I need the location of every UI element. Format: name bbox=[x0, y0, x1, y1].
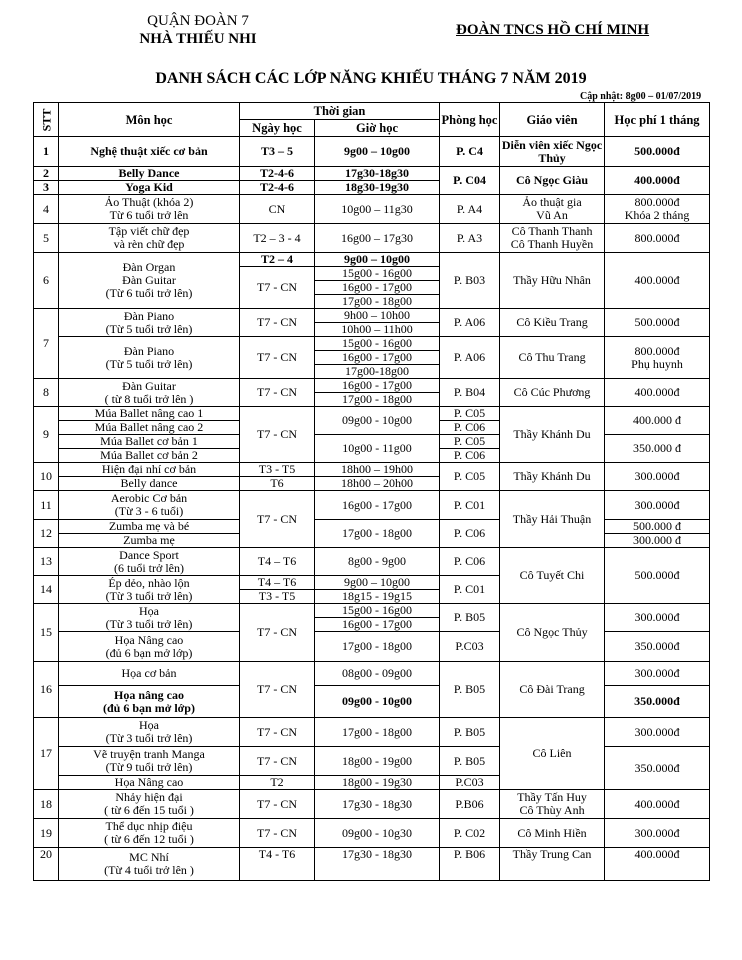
subject-line: (Từ 4 tuổi trở lên ) bbox=[104, 863, 194, 877]
teacher-cell: Thầy Hải Thuận bbox=[500, 491, 605, 548]
day-cell: CN bbox=[240, 195, 315, 224]
subject-line: Đàn Organ bbox=[122, 260, 176, 274]
col-room: Phòng học bbox=[440, 103, 500, 137]
subject-line: (Từ 3 tuổi trở lên) bbox=[105, 731, 193, 745]
stt-cell: 4 bbox=[34, 195, 59, 224]
col-stt: STT bbox=[34, 103, 59, 137]
room-cell: P. B03 bbox=[440, 253, 500, 309]
teacher-cell bbox=[500, 224, 605, 253]
hour-cell: 17g00 - 18g00 bbox=[315, 718, 440, 747]
table-row bbox=[34, 747, 710, 776]
table-row bbox=[34, 718, 710, 747]
fee-line: Khóa 2 tháng bbox=[624, 208, 690, 222]
teacher-cell: Cô Đài Trang bbox=[500, 662, 605, 718]
room-cell: P. C06 bbox=[440, 421, 500, 435]
fee-cell: 300.000đ bbox=[605, 718, 710, 747]
subject-cell bbox=[59, 195, 240, 224]
hour-cell: 18h00 – 20h00 bbox=[315, 477, 440, 491]
fee-line: Phụ huynh bbox=[631, 356, 683, 371]
subject-cell bbox=[59, 632, 240, 662]
subject-cell: Hiện đại nhí cơ bản bbox=[59, 463, 240, 477]
room-cell: P. B06 bbox=[440, 848, 500, 881]
subject-cell bbox=[59, 379, 240, 407]
table-row bbox=[34, 195, 710, 224]
hour-cell: 17g30 - 18g30 bbox=[315, 790, 440, 819]
subject-cell: Yoga Kid bbox=[59, 181, 240, 195]
children-house: NHÀ THIẾU NHI bbox=[139, 31, 257, 47]
fee-cell bbox=[605, 195, 710, 224]
table-row bbox=[34, 407, 710, 421]
teacher-cell: Cô Cúc Phương bbox=[500, 379, 605, 407]
stt-cell: 1 bbox=[34, 137, 59, 167]
subject-line: ( từ 6 đến 12 tuổi ) bbox=[104, 832, 194, 846]
room-cell: P. B05 bbox=[440, 662, 500, 718]
subject-cell: Múa Ballet cơ bản 1 bbox=[59, 435, 240, 449]
hour-cell: 9g00 – 10g00 bbox=[315, 137, 440, 167]
subject-cell bbox=[59, 548, 240, 576]
day-cell: T7 - CN bbox=[240, 790, 315, 819]
day-cell: T4 – T6 bbox=[240, 576, 315, 590]
subject-cell bbox=[59, 848, 240, 881]
room-cell: P. B05 bbox=[440, 718, 500, 747]
day-cell: T7 - CN bbox=[240, 379, 315, 407]
table-row bbox=[34, 790, 710, 819]
room-cell: P. A06 bbox=[440, 337, 500, 379]
subject-line: Thể dục nhịp điệu bbox=[105, 819, 193, 833]
stt-cell: 8 bbox=[34, 379, 59, 407]
day-cell: T7 - CN bbox=[240, 309, 315, 337]
day-cell: T2 – 3 - 4 bbox=[240, 224, 315, 253]
stt-cell: 15 bbox=[34, 604, 59, 662]
stt-cell: 17 bbox=[34, 718, 59, 790]
fee-cell: 350.000đ bbox=[605, 747, 710, 790]
subject-line: Đàn Piano bbox=[123, 308, 175, 323]
table-row bbox=[34, 819, 710, 848]
teacher-cell: Thầy Hữu Nhân bbox=[500, 253, 605, 309]
col-hour: Giờ học bbox=[315, 120, 440, 137]
day-cell: T2 bbox=[240, 776, 315, 790]
hour-cell: 16g00 – 17g30 bbox=[315, 224, 440, 253]
subject-line: (6 tuổi trở lên) bbox=[114, 560, 184, 575]
table-row bbox=[34, 463, 710, 477]
subject-line: Aerobic Cơ bản bbox=[110, 491, 188, 505]
room-cell: P. C06 bbox=[440, 548, 500, 576]
col-time: Thời gian bbox=[240, 103, 440, 120]
subject-cell bbox=[59, 718, 240, 747]
day-cell: T7 - CN bbox=[240, 407, 315, 463]
hour-cell: 15g00 - 16g00 bbox=[315, 267, 440, 281]
table-row bbox=[34, 379, 710, 393]
teacher-line: Cô Thanh Thanh bbox=[511, 224, 593, 238]
fee-cell: 350.000đ bbox=[605, 632, 710, 662]
org-left bbox=[118, 12, 278, 48]
day-cell: T2 – 4 bbox=[240, 253, 315, 267]
subject-line: (Từ 3 tuổi trở lên) bbox=[105, 588, 193, 603]
table-row bbox=[34, 686, 710, 718]
room-cell: P. C04 bbox=[440, 167, 500, 195]
hour-cell: 17g00 - 18g00 bbox=[315, 632, 440, 662]
stt-cell: 12 bbox=[34, 520, 59, 548]
subject-cell: Họa cơ bản bbox=[59, 662, 240, 686]
stt-cell: 18 bbox=[34, 790, 59, 819]
stt-cell: 16 bbox=[34, 662, 59, 718]
fee-cell: 350.000 đ bbox=[605, 435, 710, 463]
subject-cell: Múa Ballet cơ bản 2 bbox=[59, 449, 240, 463]
stt-cell: 10 bbox=[34, 463, 59, 491]
table-row bbox=[34, 604, 710, 618]
stt-cell: 5 bbox=[34, 224, 59, 253]
day-cell: T2-4-6 bbox=[240, 167, 315, 181]
subject-line: Nhảy hiện đại bbox=[115, 790, 183, 804]
table-row bbox=[34, 632, 710, 647]
subject-line: (Từ 3 - 6 tuổi) bbox=[114, 504, 184, 518]
fee-cell: 300.000đ bbox=[605, 463, 710, 491]
table-row bbox=[34, 520, 710, 534]
fee-cell: 300.000 đ bbox=[605, 534, 710, 548]
fee-cell: 500.000 đ bbox=[605, 520, 710, 534]
room-cell: P. C05 bbox=[440, 435, 500, 449]
hour-cell: 18g00 - 19g00 bbox=[315, 747, 440, 776]
subject-line: Tập viết chữ đẹp bbox=[108, 224, 190, 238]
teacher-cell: Cô Tuyết Chi bbox=[500, 548, 605, 604]
hour-cell: 16g00 - 17g00 bbox=[315, 379, 440, 393]
stt-cell: 9 bbox=[34, 407, 59, 463]
fee-cell: 400.000đ bbox=[605, 253, 710, 309]
stt-cell: 2 bbox=[34, 167, 59, 181]
subject-cell: Nghệ thuật xiếc cơ bản bbox=[59, 137, 240, 167]
subject-line: Họa nâng cao bbox=[113, 687, 184, 702]
day-cell: T7 - CN bbox=[240, 718, 315, 747]
fee-line: 800.000đ bbox=[634, 195, 680, 209]
subject-line: MC Nhí bbox=[129, 850, 169, 864]
subject-line: Từ 6 tuổi trở lên bbox=[109, 208, 189, 222]
col-teacher: Giáo viên bbox=[500, 103, 605, 137]
subject-cell bbox=[59, 491, 240, 520]
table-row bbox=[34, 435, 710, 449]
fee-cell: 300.000đ bbox=[605, 604, 710, 632]
hour-cell: 17g30 - 18g30 bbox=[315, 848, 440, 881]
fee-cell: 300.000đ bbox=[605, 662, 710, 686]
teacher-cell: Thầy Trung Can bbox=[500, 848, 605, 881]
district-union: QUẬN ĐOÀN 7 bbox=[147, 13, 249, 29]
table-row bbox=[34, 662, 710, 686]
hour-cell: 9g00 – 10g00 bbox=[315, 253, 440, 267]
hour-cell: 15g00 - 16g00 bbox=[315, 604, 440, 618]
day-cell: T7 - CN bbox=[240, 662, 315, 718]
day-cell: T6 bbox=[240, 477, 315, 491]
hour-cell: 18h00 – 19h00 bbox=[315, 463, 440, 477]
table-row bbox=[34, 224, 710, 253]
day-cell: T3 - T5 bbox=[240, 590, 315, 604]
hour-cell: 17g30-18g30 bbox=[315, 167, 440, 181]
col-fee: Học phí 1 tháng bbox=[605, 103, 710, 137]
subject-cell: Belly dance bbox=[59, 477, 240, 491]
room-cell: P. C01 bbox=[440, 491, 500, 520]
subject-line: (Từ 9 tuổi trở lên) bbox=[105, 760, 193, 774]
subject-line: (Từ 6 tuổi trở lên) bbox=[105, 286, 193, 300]
subject-line: Họa bbox=[139, 718, 159, 732]
col-subject: Môn học bbox=[59, 103, 240, 137]
stt-cell: 13 bbox=[34, 548, 59, 576]
hour-cell: 10g00 - 11g00 bbox=[315, 435, 440, 463]
teacher-cell bbox=[500, 790, 605, 819]
fee-cell: 300.000đ bbox=[605, 491, 710, 520]
room-cell: P. B05 bbox=[440, 604, 500, 632]
table-row bbox=[34, 337, 710, 351]
table-row bbox=[34, 167, 710, 181]
hour-cell: 16g00 - 17g00 bbox=[315, 491, 440, 520]
subject-line: ( từ 6 đến 15 tuổi ) bbox=[104, 803, 194, 817]
table-row bbox=[34, 491, 710, 520]
day-cell: T7 - CN bbox=[240, 747, 315, 776]
teacher-cell: Diễn viên xiếc Ngọc Thủy bbox=[500, 137, 605, 167]
teacher-cell: Cô Ngọc Giàu bbox=[500, 167, 605, 195]
stt-cell: 6 bbox=[34, 253, 59, 309]
hour-cell: 16g00 - 17g00 bbox=[315, 618, 440, 632]
class-schedule-table bbox=[33, 102, 710, 881]
subject-cell bbox=[59, 747, 240, 776]
subject-cell bbox=[59, 790, 240, 819]
room-cell: P. C06 bbox=[440, 520, 500, 548]
subject-cell: Họa Nâng cao bbox=[59, 776, 240, 790]
fee-cell: 400.000đ bbox=[605, 848, 710, 881]
fee-cell: 400.000đ bbox=[605, 167, 710, 195]
teacher-line: Cô Thanh Huyền bbox=[510, 237, 594, 251]
hour-cell: 17g00 - 18g00 bbox=[315, 520, 440, 548]
hour-cell: 17g00 - 18g00 bbox=[315, 295, 440, 309]
fee-cell: 400.000 đ bbox=[605, 407, 710, 435]
teacher-line: Ảo thuật gia bbox=[522, 195, 582, 209]
subject-line: Vẽ truyện tranh Manga bbox=[93, 747, 205, 761]
room-cell: P. B04 bbox=[440, 379, 500, 407]
room-cell: P. C4 bbox=[440, 137, 500, 167]
subject-line: Đàn Guitar bbox=[122, 273, 176, 287]
fee-cell: 350.000đ bbox=[605, 686, 710, 718]
col-day: Ngày học bbox=[240, 120, 315, 137]
fee-cell bbox=[605, 337, 710, 379]
subject-line: Họa bbox=[139, 603, 159, 618]
room-cell: P.C03 bbox=[440, 776, 500, 790]
fee-cell: 500.000đ bbox=[605, 309, 710, 337]
subject-line: (đủ 6 bạn mở lớp) bbox=[105, 645, 193, 660]
hour-cell: 18g15 - 19g15 bbox=[315, 590, 440, 604]
table-row bbox=[34, 848, 710, 881]
teacher-line: Vũ An bbox=[536, 208, 568, 222]
table-row bbox=[34, 137, 710, 167]
fee-cell: 500.000đ bbox=[605, 548, 710, 604]
subject-line: Ảo Thuật (khóa 2) bbox=[104, 195, 194, 209]
table-row bbox=[34, 548, 710, 576]
day-cell: T4 – T6 bbox=[240, 548, 315, 576]
room-cell: P.C03 bbox=[440, 632, 500, 662]
teacher-cell: Cô Kiều Trang bbox=[500, 309, 605, 337]
room-cell: P. C05 bbox=[440, 463, 500, 491]
subject-line: và rèn chữ đẹp bbox=[113, 237, 185, 251]
room-cell: P. A06 bbox=[440, 309, 500, 337]
subject-line: Đàn Guitar bbox=[122, 378, 176, 393]
room-cell: P. C01 bbox=[440, 576, 500, 604]
hour-cell: 09g00 - 10g00 bbox=[315, 407, 440, 435]
teacher-cell: Thầy Khánh Du bbox=[500, 407, 605, 463]
day-cell: T7 - CN bbox=[240, 819, 315, 848]
room-cell: P. C05 bbox=[440, 407, 500, 421]
subject-cell bbox=[59, 819, 240, 848]
day-cell: T3 – 5 bbox=[240, 137, 315, 167]
subject-line: Ép dẻo, nhào lộn bbox=[108, 575, 190, 590]
teacher-cell: Thầy Khánh Du bbox=[500, 463, 605, 491]
hour-cell: 17g00-18g00 bbox=[315, 365, 440, 379]
day-cell: T3 - T5 bbox=[240, 463, 315, 477]
day-cell: T7 - CN bbox=[240, 337, 315, 379]
subject-line: (Từ 5 tuổi trở lên) bbox=[105, 321, 193, 336]
subject-cell bbox=[59, 686, 240, 718]
teacher-line: Thầy Tấn Huy bbox=[517, 790, 587, 804]
fee-cell: 300.000đ bbox=[605, 819, 710, 848]
subject-cell bbox=[59, 576, 240, 604]
room-cell: P. B05 bbox=[440, 747, 500, 776]
subject-line: (Từ 3 tuổi trở lên) bbox=[105, 616, 193, 631]
subject-line: Đàn Piano bbox=[123, 343, 175, 358]
hour-cell: 10g00 – 11g30 bbox=[315, 195, 440, 224]
subject-line: (Từ 5 tuổi trở lên) bbox=[105, 356, 193, 371]
day-cell: T7 - CN bbox=[240, 604, 315, 662]
room-cell: P. C02 bbox=[440, 819, 500, 848]
day-cell: T2-4-6 bbox=[240, 181, 315, 195]
subject-line: (đủ 6 bạn mở lớp) bbox=[103, 700, 195, 715]
hour-cell: 08g00 - 09g00 bbox=[315, 662, 440, 686]
subject-cell: Múa Ballet nâng cao 1 bbox=[59, 407, 240, 421]
room-cell: P. C06 bbox=[440, 449, 500, 463]
stt-cell: 3 bbox=[34, 181, 59, 195]
fee-cell: 500.000đ bbox=[605, 137, 710, 167]
room-cell: P.B06 bbox=[440, 790, 500, 819]
subject-line: Dance Sport bbox=[119, 547, 179, 562]
fee-cell: 800.000đ bbox=[605, 224, 710, 253]
hour-cell: 18g30-19g30 bbox=[315, 181, 440, 195]
hour-cell: 9h00 – 10h00 bbox=[315, 309, 440, 323]
hour-cell: 9g00 – 10g00 bbox=[315, 576, 440, 590]
subject-cell bbox=[59, 309, 240, 337]
header-row bbox=[34, 103, 710, 120]
subject-cell: Belly Dance bbox=[59, 167, 240, 181]
fee-cell: 400.000đ bbox=[605, 790, 710, 819]
table-row bbox=[34, 309, 710, 323]
subject-line: ( từ 8 tuổi trở lên ) bbox=[104, 391, 194, 406]
subject-line: Họa Nâng cao bbox=[114, 632, 184, 647]
subject-cell bbox=[59, 253, 240, 309]
day-cell: T4 - T6 bbox=[240, 848, 315, 881]
hour-cell: 10h00 – 11h00 bbox=[315, 323, 440, 337]
hour-cell: 16g00 - 17g00 bbox=[315, 281, 440, 295]
subject-cell: Zumba mẹ bbox=[59, 534, 240, 548]
subject-cell: Múa Ballet nâng cao 2 bbox=[59, 421, 240, 435]
stt-cell: 20 bbox=[34, 848, 59, 881]
room-cell: P. A4 bbox=[440, 195, 500, 224]
stt-cell: 19 bbox=[34, 819, 59, 848]
teacher-cell bbox=[500, 195, 605, 224]
day-cell: T7 - CN bbox=[240, 267, 315, 309]
hour-cell: 15g00 - 16g00 bbox=[315, 337, 440, 351]
room-cell: P. A3 bbox=[440, 224, 500, 253]
hour-cell: 8g00 - 9g00 bbox=[315, 548, 440, 576]
fee-cell: 400.000đ bbox=[605, 379, 710, 407]
stt-cell: 7 bbox=[34, 309, 59, 379]
subject-cell bbox=[59, 604, 240, 632]
hour-cell: 16g00 - 17g00 bbox=[315, 351, 440, 365]
teacher-cell: Cô Minh Hiền bbox=[500, 819, 605, 848]
hour-cell: 09g00 - 10g00 bbox=[315, 686, 440, 718]
subject-cell: Zumba mẹ và bé bbox=[59, 520, 240, 534]
stt-cell: 14 bbox=[34, 576, 59, 604]
teacher-line: Cô Thùy Anh bbox=[519, 803, 585, 817]
page-title: DANH SÁCH CÁC LỚP NĂNG KHIẾU THÁNG 7 NĂM 2019 bbox=[155, 70, 587, 87]
subject-cell bbox=[59, 224, 240, 253]
hour-cell: 18g00 - 19g30 bbox=[315, 776, 440, 790]
subject-cell bbox=[59, 337, 240, 379]
fee-line: 800.000đ bbox=[634, 343, 680, 358]
hour-cell: 17g00 - 18g00 bbox=[315, 393, 440, 407]
day-cell: T7 - CN bbox=[240, 491, 315, 548]
stt-cell: 11 bbox=[34, 491, 59, 520]
org-right: ĐOÀN TNCS HỒ CHÍ MINH bbox=[456, 22, 650, 38]
hour-cell: 09g00 - 10g30 bbox=[315, 819, 440, 848]
teacher-cell: Cô Liên bbox=[500, 718, 605, 790]
table-row bbox=[34, 253, 710, 267]
teacher-cell: Cô Thu Trang bbox=[500, 337, 605, 379]
update-note: Cập nhật: 8g00 – 01/07/2019 bbox=[580, 91, 702, 102]
teacher-cell: Cô Ngọc Thủy bbox=[500, 604, 605, 662]
